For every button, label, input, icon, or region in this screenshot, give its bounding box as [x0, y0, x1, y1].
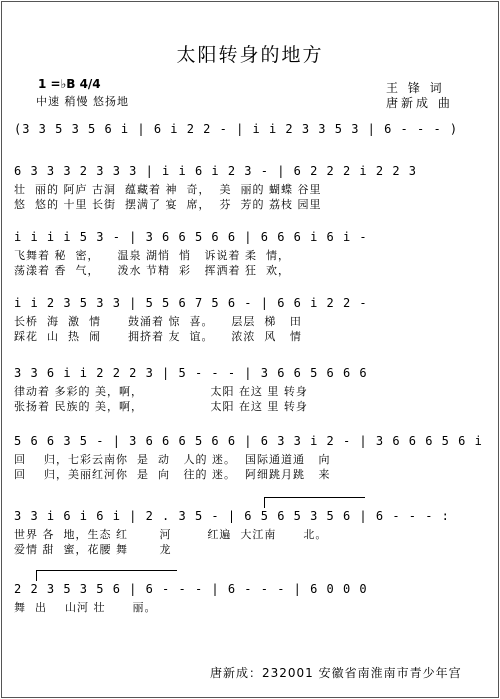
song-title: 太阳转身的地方 [176, 44, 324, 66]
notation-line: i i i i 5 3 - | 3 6 6 5 6 6 | 6 6 6 i 6 i - [14, 230, 368, 244]
lyric-verse-1: 舞 出 山河 壮 丽。 [14, 601, 157, 614]
score-system-5 [14, 430, 492, 482]
lyric-verse-1: 飞舞着 秘 密， 温泉 湖悄 悄 诉说着 柔 情， [14, 249, 290, 262]
lyric-verse-1: 长桥 海 激 情 鼓涌着 惊 喜。 层层 梯 田 [14, 315, 302, 328]
lyric-verse-1: 壮 丽的 阿庐 古洞 蕴藏着 神 奇， 美 丽的 蝴蝶 谷里 [14, 183, 322, 196]
notation-line: 2 2 3 5 3 5 6 | 6 - - - | 6 - - - | 6 0 0 0 [14, 582, 368, 596]
lyric-verse-1: 世界 各 地，生态 红 河 红遍 大江南 北。 [14, 528, 328, 541]
composer-credit [386, 94, 453, 111]
composer-address: 唐新成：232001 安徽省南淮南市青少年宫 [210, 666, 462, 680]
lyric-verse-2: 爱情 甜 蜜，花腰 舞 龙 [14, 543, 172, 556]
score-system-7 [14, 578, 492, 615]
key-signature: 1 =♭B 4/4 [38, 77, 101, 91]
score-system-intro [14, 118, 492, 140]
notation-line: 3 3 6 i i 2 2 2 3 | 5 - - - | 3 6 6 5 6 6 6 [14, 366, 368, 380]
lyric-verse-2: 悠 悠的 十里 长街 摆满了 宴 席， 芬 芳的 荔枝 园里 [14, 198, 322, 211]
lyric-verse-1: 回 归，七彩云南你 是 动 人的 迷。 国际通道通 向 [14, 453, 331, 466]
score-system-6 [14, 505, 492, 557]
notation-line: 5 6 6 3 5 - | 3 6 6 6 5 6 6 | 6 3 3 i 2 - | 3 6 6 6 5 6 i [14, 434, 483, 448]
notation-line: 6 3 3 3 2 3 3 3 | i i 6 i 2 3 - | 6 2 2 2 i 2 2 3 [14, 164, 418, 178]
lyricist-role: 词 [429, 81, 445, 95]
lyric-verse-2: 张扬着 民族的 美，啊， 太阳 在这 里 转身 [14, 400, 308, 413]
lyricist-name: 王 锋 [386, 81, 423, 95]
tempo-marking: 中速 稍慢 悠扬地 [36, 95, 129, 108]
composer-role: 曲 [437, 96, 453, 110]
notation-line: (3 3 5 3 5 6 i | 6 i 2 2 - | i i 2 3 3 5 3 | 6 - - - ) [14, 122, 459, 136]
score-system-4 [14, 362, 492, 414]
lyric-verse-2: 回 归，美丽红河你 是 向 往的 迷。 阿细跳月跳 来 [14, 468, 331, 481]
score-system-2 [14, 226, 492, 278]
notation-line: i i 2 3 5 3 3 | 5 5 6 7 5 6 - | 6 6 i 2 2 - [14, 296, 368, 310]
score-system-1 [14, 160, 492, 212]
lyric-verse-1: 律动着 多彩的 美，啊， 太阳 在这 里 转身 [14, 385, 308, 398]
composer-name: 唐新成 [386, 96, 432, 110]
notation-line: 3 3 i 6 i 6 i | 2 . 3 5 - | 6 5 6 5 3 5 6 | 6 - - - : [14, 509, 450, 523]
lyric-verse-2: 踩花 山 热 闹 拥挤着 友 谊。 浓浓 风 情 [14, 330, 302, 343]
score-system-3 [14, 292, 492, 344]
lyric-verse-2: 荡漾着 香 气， 泼水 节精 彩 挥洒着 狂 欢， [14, 264, 290, 277]
